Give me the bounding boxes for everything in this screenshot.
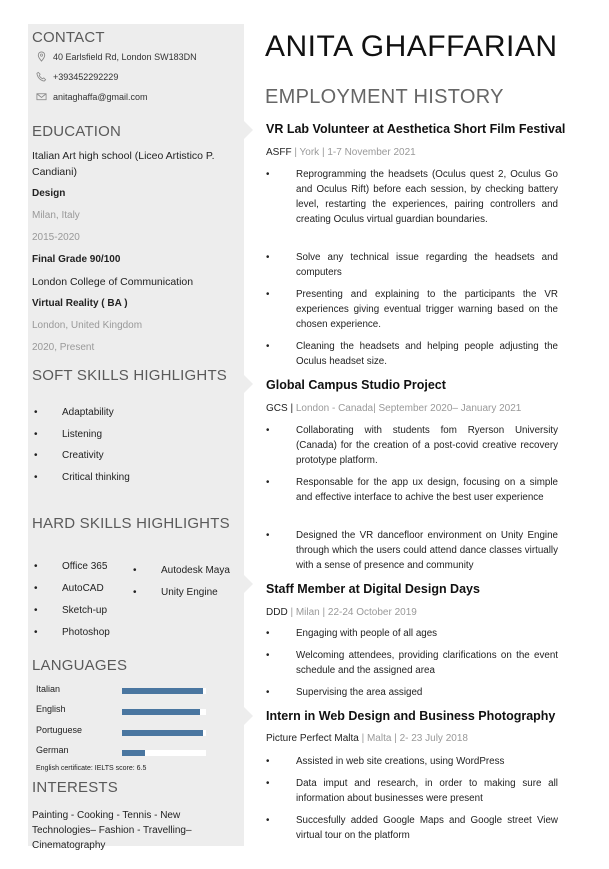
employment-title: EMPLOYMENT HISTORY <box>265 86 504 108</box>
hard-skills-title: HARD SKILLS HIGHLIGHTS <box>32 515 230 532</box>
job-title: Staff Member at Digital Design Days <box>266 582 480 596</box>
phone-icon <box>36 71 47 82</box>
job-title: VR Lab Volunteer at Aesthetica Short Film Festival <box>266 122 566 136</box>
contact-address <box>36 51 197 62</box>
education-title: EDUCATION <box>32 123 122 140</box>
candidate-name: ANITA GHAFFARIAN <box>265 30 558 63</box>
job-bullet: • Designed the VR dancefloor environment on Unity Engine through which the users could attend dance classes virtually with a sense of presence and community <box>266 528 558 573</box>
language-name: English <box>36 704 66 714</box>
job-bullet: • Engaging with people of all ages <box>266 626 558 641</box>
school-dates: 2020, Present <box>32 342 95 353</box>
job-bullet: • Solve any technical issue regarding the headsets and computers <box>266 250 558 280</box>
job-bullet: • Cleaning the headsets and helping people adjusting the Oculus headset size. <box>266 339 558 369</box>
language-name: Portuguese <box>36 725 83 735</box>
job-bullet: • Presenting and explaining to the participants the VR experiences giving eventual trigger warning based on the chosen experience. <box>266 287 558 332</box>
job-org: DDD | Milan | 22-24 October 2019 <box>266 607 417 618</box>
language-bar-fill <box>122 688 203 694</box>
language-name: Italian <box>36 684 61 694</box>
languages-title: LANGUAGES <box>32 657 128 674</box>
job-bullet: • Collaborating with students fom Ryerson University (Canada) for the creation of a post-covid creative recovery prototype platform. <box>266 423 558 468</box>
job-bullet: • Responsable for the app ux design, focusing on a simple and effective interface to achive the best user experience <box>266 475 558 505</box>
interests-title: INTERESTS <box>32 779 118 796</box>
job-bullet: • Supervising the area assiged <box>266 685 558 700</box>
language-bar-fill <box>122 730 203 736</box>
english-certificate: English certificate: IELTS score: 6.5 <box>36 765 147 772</box>
contact-email <box>36 91 148 102</box>
final-grade: Final Grade 90/100 <box>32 254 121 265</box>
field-of-study: Design <box>32 188 66 199</box>
language-bar-fill <box>122 709 200 715</box>
job-bullet: • Assisted in web site creations, using WordPress <box>266 754 558 769</box>
location-pin-icon <box>36 51 47 62</box>
section-arrow <box>244 575 253 593</box>
email-text[interactable]: anitaghaffa@gmail.com <box>53 91 148 102</box>
email-icon <box>36 91 47 102</box>
school-name: Italian Art high school (Liceo Artistico P. Candiani) <box>32 150 215 178</box>
job-bullet: • Reprogramming the headsets (Oculus quest 2, Oculus Go and Oculus Rift) before each session, by checking battery level, restarting the experiences, pairing controllers and creating Oculus virtual guardian boundaries. <box>266 167 558 227</box>
field-of-study: Virtual Reality ( BA ) <box>32 298 128 309</box>
language-bar-fill <box>122 750 145 756</box>
address-text: 40 Earlsfield Rd, London SW183DN <box>53 51 197 62</box>
job-title: Global Campus Studio Project <box>266 378 446 392</box>
language-bar <box>122 688 206 694</box>
job-org: Picture Perfect Malta | Malta | 2- 23 July 2018 <box>266 733 468 744</box>
section-arrow <box>244 707 253 725</box>
phone-text[interactable]: +393452292229 <box>53 71 119 82</box>
language-name: German <box>36 745 69 755</box>
school-dates: 2015-2020 <box>32 232 80 243</box>
contact-phone <box>36 71 118 82</box>
job-org: GCS | London - Canada| September 2020– January 2021 <box>266 403 522 414</box>
section-arrow <box>244 375 253 393</box>
job-org: ASFF | York | 1-7 November 2021 <box>266 147 416 158</box>
language-bar <box>122 730 206 736</box>
contact-title: CONTACT <box>32 29 105 46</box>
job-title: Intern in Web Design and Business Photography <box>266 709 556 723</box>
interests-text: Painting - Cooking - Tennis - New Technologies– Fashion - Travelling– Cinematography <box>32 810 192 851</box>
language-bar <box>122 750 206 756</box>
school-location: Milan, Italy <box>32 210 80 221</box>
section-arrow <box>244 121 253 139</box>
job-bullet: • Welcoming attendees, providing clarifications on the event schedule and the assigned area <box>266 648 558 678</box>
language-bar <box>122 709 206 715</box>
school-name: London College of Communication <box>32 276 194 288</box>
job-bullet: • Data imput and research, in order to making sure all information about businesses were present <box>266 776 558 806</box>
school-location: London, United Kingdom <box>32 320 143 331</box>
soft-skills-title: SOFT SKILLS HIGHLIGHTS <box>32 367 228 384</box>
job-bullet: • Succesfully added Google Maps and Google street View virtual tour on the platform <box>266 813 558 843</box>
